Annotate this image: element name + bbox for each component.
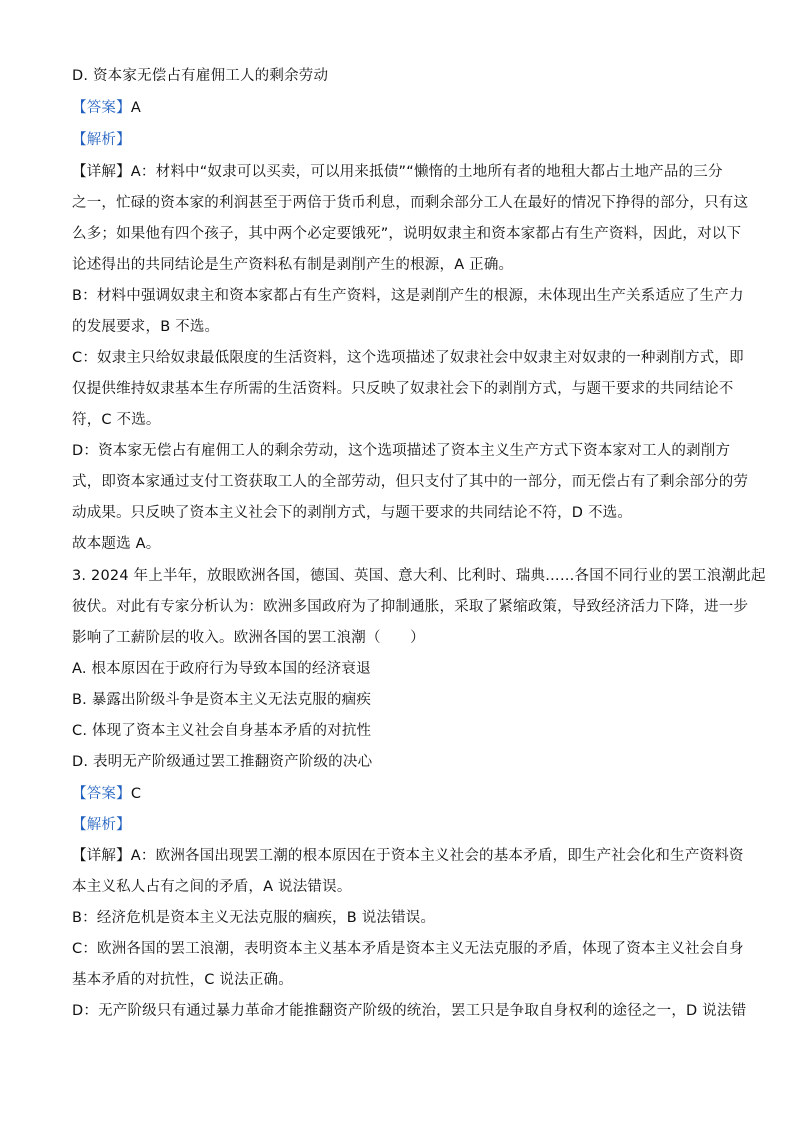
option-d-line: D. 资本家无偿占有雇佣工人的剩余劳动 xyxy=(72,68,329,84)
detail-line: 么多；如果他有四个孩子，其中两个必定要饿死”，说明奴隶主和资本家都占有生产资料，因此，对以下 xyxy=(72,226,742,242)
question-3-stem: 3. 2024 年上半年，放眼欧洲各国，德国、英国、意大利、比利时、瑞典……各国不同行业的罢工浪潮此起 xyxy=(72,568,766,584)
answer-tag: 【答案】 xyxy=(72,786,131,802)
question-3-stem: 影响了工薪阶层的收入。欧洲各国的罢工浪潮（ ） xyxy=(72,630,425,646)
detail-line: 基本矛盾的对抗性，C 说法正确。 xyxy=(72,972,293,988)
detail-line: C：欧洲各国的罢工浪潮，表明资本主义基本矛盾是资本主义无法克服的矛盾，体现了资本主义社会自身 xyxy=(72,941,744,957)
detail-line: 本主义私人占有之间的矛盾，A 说法错误。 xyxy=(72,879,352,895)
option-c: C. 体现了资本主义社会自身基本矛盾的对抗性 xyxy=(72,723,372,739)
detail-line: 【详解】A：欧洲各国出现罢工潮的根本原因在于资本主义社会的基本矛盾，即生产社会化和生产资料资 xyxy=(72,848,744,864)
answer-tag: 【答案】 xyxy=(72,100,131,116)
detail-line: B：经济危机是资本主义无法克服的痼疾，B 说法错误。 xyxy=(72,910,436,926)
question-3-stem: 彼伏。对此有专家分析认为：欧洲多国政府为了抑制通胀，采取了紧缩政策，导致经济活力下降，进一步 xyxy=(72,599,749,615)
answer-value: C xyxy=(130,786,142,802)
option-d: D. 表明无产阶级通过罢工推翻资产阶级的决心 xyxy=(72,754,373,770)
detail-line: 论述得出的共同结论是生产资料私有制是剥削产生的根源，A 正确。 xyxy=(72,257,514,273)
detail-line: 动成果。只反映了资本主义社会下的剥削方式，与题干要求的共同结论不符，D 不选。 xyxy=(72,505,633,521)
detail-line: 式，即资本家通过支付工资获取工人的全部劳动，但只支付了其中的一部分，而无偿占有了剩余部分的劳 xyxy=(72,474,749,490)
answer-line xyxy=(72,784,141,804)
detail-line: 【详解】A：材料中“奴隶可以买卖，可以用来抵债”“懒惰的土地所有者的地租大都占土地产品的三分 xyxy=(72,164,723,180)
option-b: B. 暴露出阶级斗争是资本主义无法克服的痼疾 xyxy=(72,692,372,708)
detail-line: 符，C 不选。 xyxy=(72,412,161,428)
answer-value: A xyxy=(130,100,141,116)
detail-line: D：资本家无偿占有雇佣工人的剩余劳动，这个选项描述了资本主义生产方式下资本家对工人的剥削方 xyxy=(72,443,731,459)
analysis-tag: 【解析】 xyxy=(72,132,131,148)
detail-line: C：奴隶主只给奴隶最低限度的生活资料，这个选项描述了奴隶社会中奴隶主对奴隶的一种剥削方式，即 xyxy=(72,350,744,366)
detail-line: 仅提供维持奴隶基本生存所需的生活资料。只反映了奴隶社会下的剥削方式，与题干要求的共同结论不 xyxy=(72,381,734,397)
answer-line xyxy=(72,98,141,118)
conclusion-line: 故本题选 A。 xyxy=(72,536,161,552)
detail-line: 的发展要求，B 不选。 xyxy=(72,319,220,335)
analysis-tag: 【解析】 xyxy=(72,817,131,833)
detail-line: D：无产阶级只有通过暴力革命才能推翻资产阶级的统治，罢工只是争取自身权利的途径之一，D 说法错 xyxy=(72,1003,747,1019)
detail-line: 之一，忙碌的资本家的利润甚至于两倍于货币利息，而剩余部分工人在最好的情况下挣得的部分，只有这 xyxy=(72,195,749,211)
detail-line: B：材料中强调奴隶主和资本家都占有生产资料，这是剥削产生的根源，未体现出生产关系适应了生产力 xyxy=(72,288,744,304)
option-a: A. 根本原因在于政府行为导致本国的经济衰退 xyxy=(72,661,371,677)
